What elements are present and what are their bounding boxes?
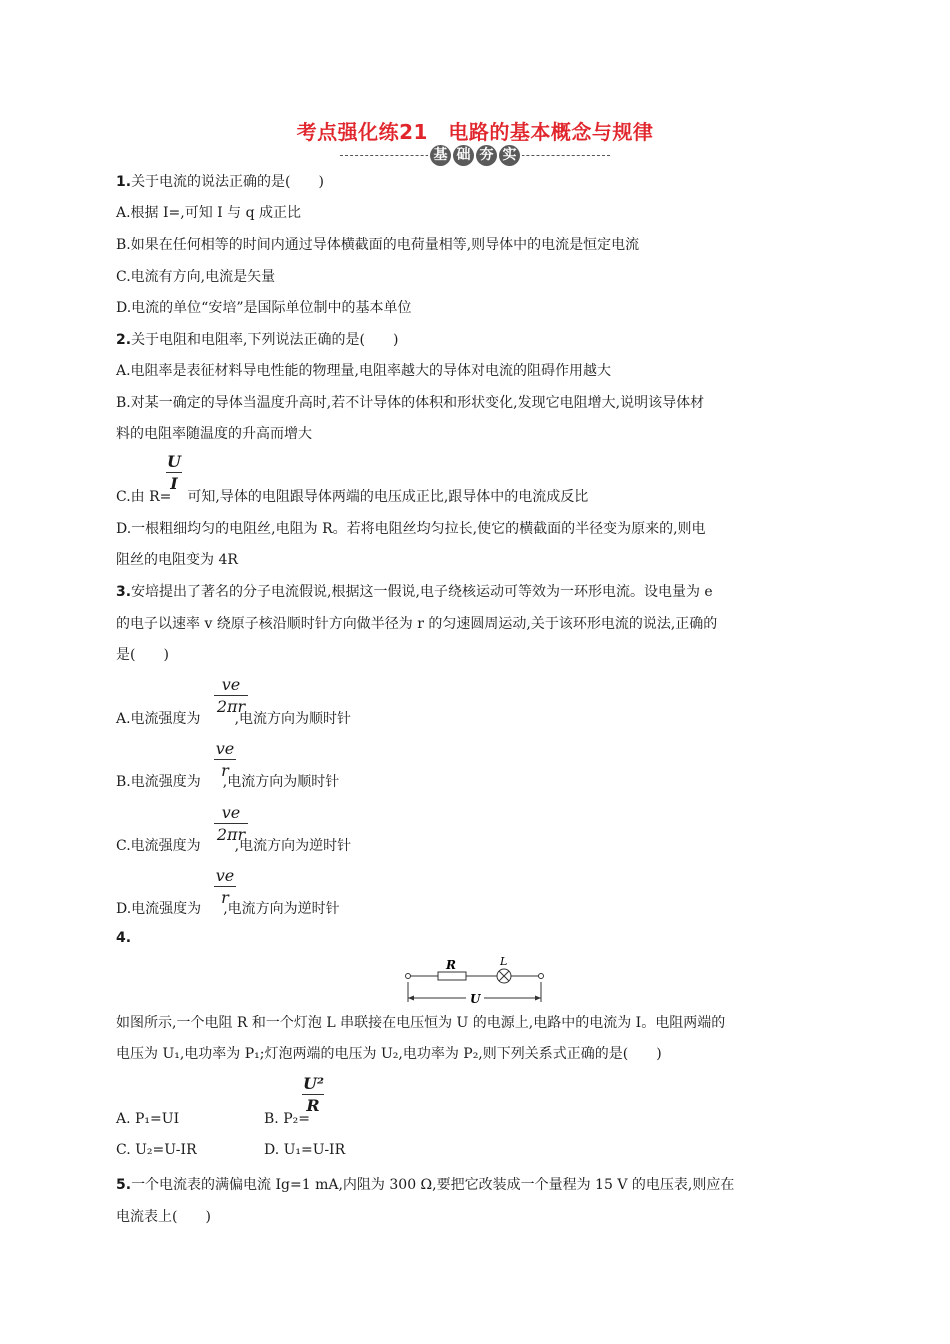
fraction-numerator: U [167, 452, 181, 471]
q4-option-b: B. P₂= [264, 1111, 310, 1127]
fraction-denominator: 2πr [216, 697, 246, 716]
q2-option-d-line1: D.一根粗细均匀的电阻丝,电阻为 R。若将电阻丝均匀拉长,使它的横截面的半径变为原来的,则电 [116, 521, 706, 537]
resistor-label: R [446, 958, 456, 972]
q2-option-d-line2: 阻丝的电阻变为 4R [116, 552, 238, 568]
option-prefix: B.电流强度为 [116, 774, 201, 790]
arrow-head-right [535, 996, 541, 1001]
question-1-stem [116, 171, 324, 191]
option-suffix: ,电流方向为逆时针 [223, 901, 340, 917]
fraction-denominator: r [221, 761, 229, 780]
question-3-line1 [116, 581, 713, 601]
page-title: 考点强化练21 电路的基本概念与规律 [296, 120, 654, 144]
circuit-diagram [400, 956, 550, 1006]
q2-option-c [116, 486, 588, 506]
q4-option-a: A. P₁=UI [116, 1111, 180, 1127]
option-suffix: 可知,导体的电阻跟导体两端的电压成正比,跟导体中的电流成反比 [187, 489, 589, 505]
question-text: 关于电流的说法正确的是( ) [131, 174, 324, 190]
option-prefix: C.电流强度为 [116, 838, 201, 854]
q2-option-a: A.电阻率是表征材料导电性能的物理量,电阻率越大的导体对电流的阻碍作用越大 [116, 363, 612, 379]
banner-char: 实 [499, 145, 520, 166]
fraction-numerator: ve [215, 866, 235, 885]
option-prefix: D.电流强度为 [116, 901, 202, 917]
question-2-stem [116, 329, 398, 349]
question-4-number [116, 930, 131, 946]
section-banner [340, 144, 610, 168]
option-suffix: ,电流方向为顺时针 [222, 774, 340, 790]
option-suffix: ,电流方向为逆时针 [234, 838, 352, 854]
question-4-line1: 如图所示,一个电阻 R 和一个灯泡 L 串联接在电压恒为 U 的电源上,电路中的电流为 I。电阻两端的 [116, 1015, 726, 1031]
q3-option-d [116, 898, 340, 918]
q1-option-a: A.根据 I=,可知 I 与 q 成正比 [116, 205, 302, 221]
lamp-label: L [500, 956, 508, 968]
fraction-numerator: U² [303, 1074, 324, 1093]
question-text: 安培提出了著名的分子电流假说,根据这一假说,电子绕核运动可等效为一环形电流。设电量为 e [131, 584, 713, 600]
q3-option-c [116, 835, 351, 855]
fraction-denominator: I [170, 474, 178, 493]
question-text: 一个电流表的满偏电流 Ig=1 mA,内阻为 300 Ω,要把它改装成一个量程为 15 V 的电压表,则应在 [131, 1177, 735, 1193]
terminal-right [539, 974, 544, 979]
question-number: 4. [116, 930, 132, 946]
banner-char: 夯 [476, 145, 497, 166]
question-3-line2: 的电子以速率 v 绕原子核沿顺时针方向做半径为 r 的匀速圆周运动,关于该环形电流的说法,正确的 [116, 616, 718, 632]
q4-option-c: C. U₂=U-IR [116, 1142, 197, 1158]
resistor-symbol [438, 972, 466, 980]
q4b-fraction [302, 1074, 324, 1115]
fraction-denominator: 2πr [216, 825, 246, 844]
question-3-line3: 是( ) [116, 647, 169, 663]
question-5-line1 [116, 1174, 734, 1194]
banner-char: 础 [453, 145, 474, 166]
fraction-denominator: r [221, 888, 229, 907]
terminal-left [406, 974, 411, 979]
fraction-numerator: ve [214, 803, 248, 824]
question-number: 1. [116, 174, 132, 190]
q2-option-b-line1: B.对某一确定的导体当温度升高时,若不计导体的体积和形状变化,发现它电阻增大,说明该导体材 [116, 395, 705, 411]
q4-option-d: D. U₁=U-IR [264, 1142, 346, 1158]
voltage-label: U [470, 992, 481, 1006]
option-prefix: A.电流强度为 [116, 711, 201, 727]
q2-option-b-line2: 料的电阻率随温度的升高而增大 [116, 426, 312, 442]
q3-option-a [116, 708, 351, 728]
option-suffix: ,电流方向为顺时针 [234, 711, 352, 727]
q1-option-b: B.如果在任何相等的时间内通过导体横截面的电荷量相等,则导体中的电流是恒定电流 [116, 237, 640, 253]
question-5-line2: 电流表上( ) [116, 1209, 211, 1225]
fraction-denominator: R [306, 1096, 320, 1115]
question-4-line2: 电压为 U₁,电功率为 P₁;灯泡两端的电压为 U₂,电功率为 P₂,则下列关系式正确的是( ) [116, 1046, 662, 1062]
banner-char: 基 [430, 145, 451, 166]
q1-option-d: D.电流的单位“安培”是国际单位制中的基本单位 [116, 300, 412, 316]
fraction-numerator: ve [215, 739, 235, 758]
question-number: 5. [116, 1177, 132, 1193]
option-prefix: C.由 R= [116, 489, 172, 505]
question-number: 2. [116, 332, 132, 348]
question-number: 3. [116, 584, 132, 600]
arrow-head-left [408, 996, 414, 1001]
fraction-numerator: ve [214, 675, 248, 696]
question-text: 关于电阻和电阻率,下列说法正确的是( ) [131, 332, 399, 348]
q3-option-b [116, 771, 339, 791]
q1-option-c: C.电流有方向,电流是矢量 [116, 269, 276, 285]
